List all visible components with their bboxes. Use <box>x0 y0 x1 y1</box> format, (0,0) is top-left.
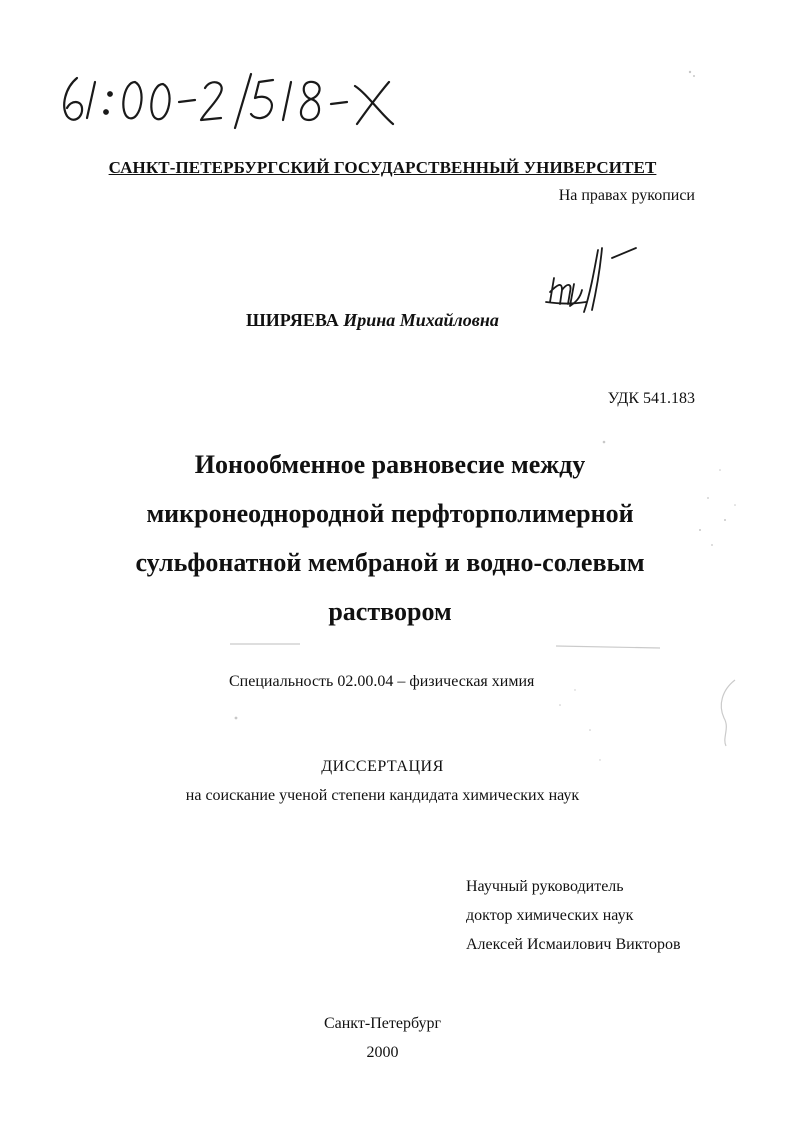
handwritten-archive-number <box>55 66 415 136</box>
title-line: Ионообменное равновесие между <box>194 450 586 479</box>
supervisor-block <box>466 872 681 959</box>
handwritten-archive-number-drawing <box>55 66 415 136</box>
udc-code: УДК 541.183 <box>607 390 695 407</box>
title-line: сульфонатной мембраной и водно-солевым <box>135 548 645 577</box>
degree-statement: на соискание ученой степени кандидата химических наук <box>185 787 580 804</box>
title-line: микронеоднородной перфторполимерной <box>146 499 634 528</box>
university-name: САНКТ-ПЕТЕРБУРГСКИЙ ГОСУДАРСТВЕННЫЙ УНИВЕРСИТЕТ <box>108 158 657 177</box>
dissertation-title <box>95 440 685 636</box>
supervisor-role: Научный руководитель <box>466 878 624 895</box>
title-line: раствором <box>328 597 452 626</box>
supervisor-rank: доктор химических наук <box>466 907 634 924</box>
author-name <box>246 310 499 331</box>
supervisor-name: Алексей Исмаилович Викторов <box>466 936 681 953</box>
author-given-names: Ирина Михайловна <box>343 310 499 330</box>
author-signature <box>540 232 650 322</box>
specialty: Специальность 02.00.04 – физическая химия <box>229 673 535 690</box>
signature-drawing <box>540 232 650 322</box>
author-surname: ШИРЯЕВА <box>246 310 339 330</box>
manuscript-note: На правах рукописи <box>558 187 695 204</box>
city: Санкт-Петербург <box>323 1015 442 1032</box>
document-type: ДИССЕРТАЦИЯ <box>321 758 444 775</box>
year: 2000 <box>366 1044 399 1061</box>
